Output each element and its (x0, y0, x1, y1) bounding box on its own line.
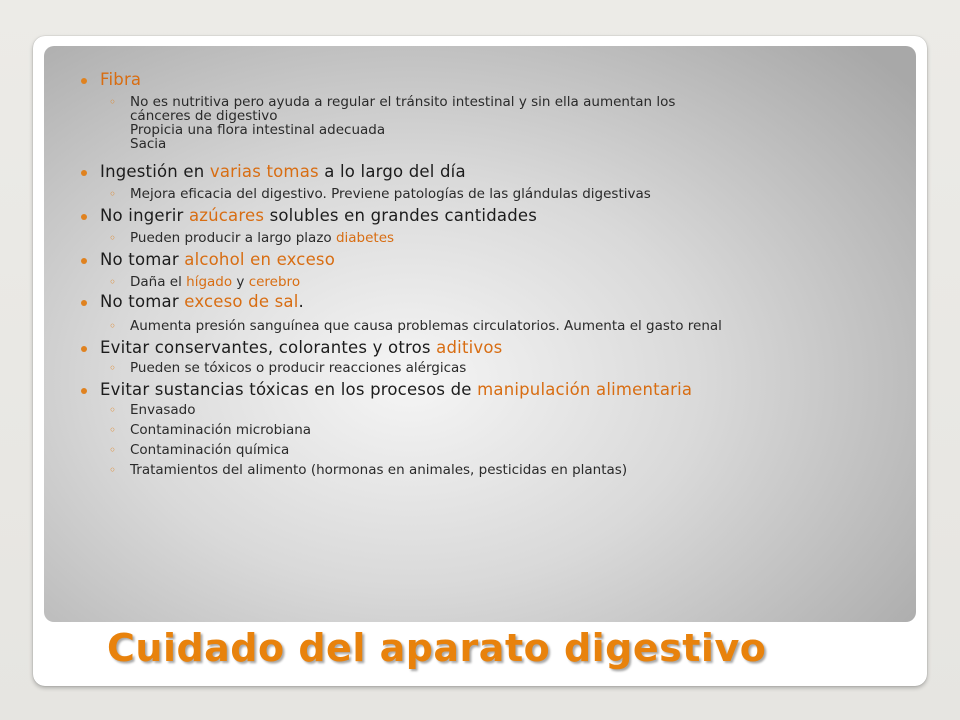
slide-title: Cuidado del aparato digestivo (107, 626, 767, 670)
sub-bullet-item (130, 122, 385, 138)
bullet-text: azúcares (188, 206, 265, 225)
bullet-item (100, 292, 304, 311)
bullet-text: Evitar sustancias tóxicas en los procesos de (100, 380, 478, 399)
sub-bullet-text: Sacia (130, 136, 167, 152)
bullet-text: No tomar (100, 292, 185, 311)
bullet-item (100, 206, 537, 225)
bullet-item (100, 338, 502, 357)
sub-bullet-text: hígado (186, 274, 233, 290)
bullet-item (100, 162, 466, 181)
sub-bullet-item (130, 422, 311, 438)
sub-bullet-text: Propicia una flora intestinal adecuada (130, 122, 386, 138)
bullet-item (100, 70, 141, 89)
bullet-text: Ingestión en (100, 162, 210, 181)
sub-bullet-text: cerebro (248, 274, 301, 290)
bullet-text: aditivos (436, 338, 503, 357)
sub-bullet-item (130, 318, 722, 334)
sub-bullet-text: Contaminación microbiana (130, 422, 312, 438)
bullet-item (100, 250, 335, 269)
sub-bullet-item (130, 402, 195, 418)
bullet-text: Evitar conservantes, colorantes y otros (100, 338, 437, 357)
sub-bullet-item (130, 462, 627, 478)
bullet-text: exceso de sal (184, 292, 299, 311)
sub-bullet-item (130, 186, 651, 202)
sub-bullet-text: Pueden se tóxicos o producir reacciones alérgicas (130, 360, 467, 376)
sub-bullet-item (130, 442, 289, 458)
sub-bullet-text: y (232, 274, 249, 290)
sub-bullet-text: Mejora eficacia del digestivo. Previene patologías de las glándulas digestivas (130, 186, 651, 202)
bullet-text: No tomar (100, 250, 185, 269)
sub-bullet-item (130, 136, 166, 152)
sub-bullet-text: No es nutritiva pero ayuda a regular el tránsito intestinal y sin ella aumentan los (130, 94, 676, 110)
sub-bullet-item (130, 230, 394, 246)
sub-bullet-text: cánceres de digestivo (130, 108, 278, 124)
bullet-text: solubles en grandes cantidades (264, 206, 538, 225)
sub-bullet-text: Daña el (130, 274, 187, 290)
sub-bullet-item (130, 360, 466, 376)
sub-bullet-text: Pueden producir a largo plazo (130, 230, 336, 246)
bullet-text: manipulación alimentaria (477, 380, 693, 399)
sub-bullet-text: Tratamientos del alimento (hormonas en animales, pesticidas en plantas) (130, 462, 628, 478)
sub-bullet-text: Envasado (130, 402, 196, 418)
slide-panel (44, 46, 916, 670)
bullet-text: Fibra (100, 70, 142, 89)
bullet-text: a lo largo del día (318, 162, 466, 181)
sub-bullet-text: diabetes (335, 230, 395, 246)
bullet-text: varias tomas (209, 162, 319, 181)
bullet-text: alcohol en exceso (184, 250, 336, 269)
sub-bullet-text: Aumenta presión sanguínea que causa problemas circulatorios. Aumenta el gasto renal (130, 318, 722, 334)
sub-bullet-text: Contaminación química (130, 442, 290, 458)
bullet-text: . (298, 292, 304, 311)
sub-bullet-item (130, 274, 300, 290)
bullet-text: No ingerir (100, 206, 189, 225)
bullet-item (100, 380, 692, 399)
